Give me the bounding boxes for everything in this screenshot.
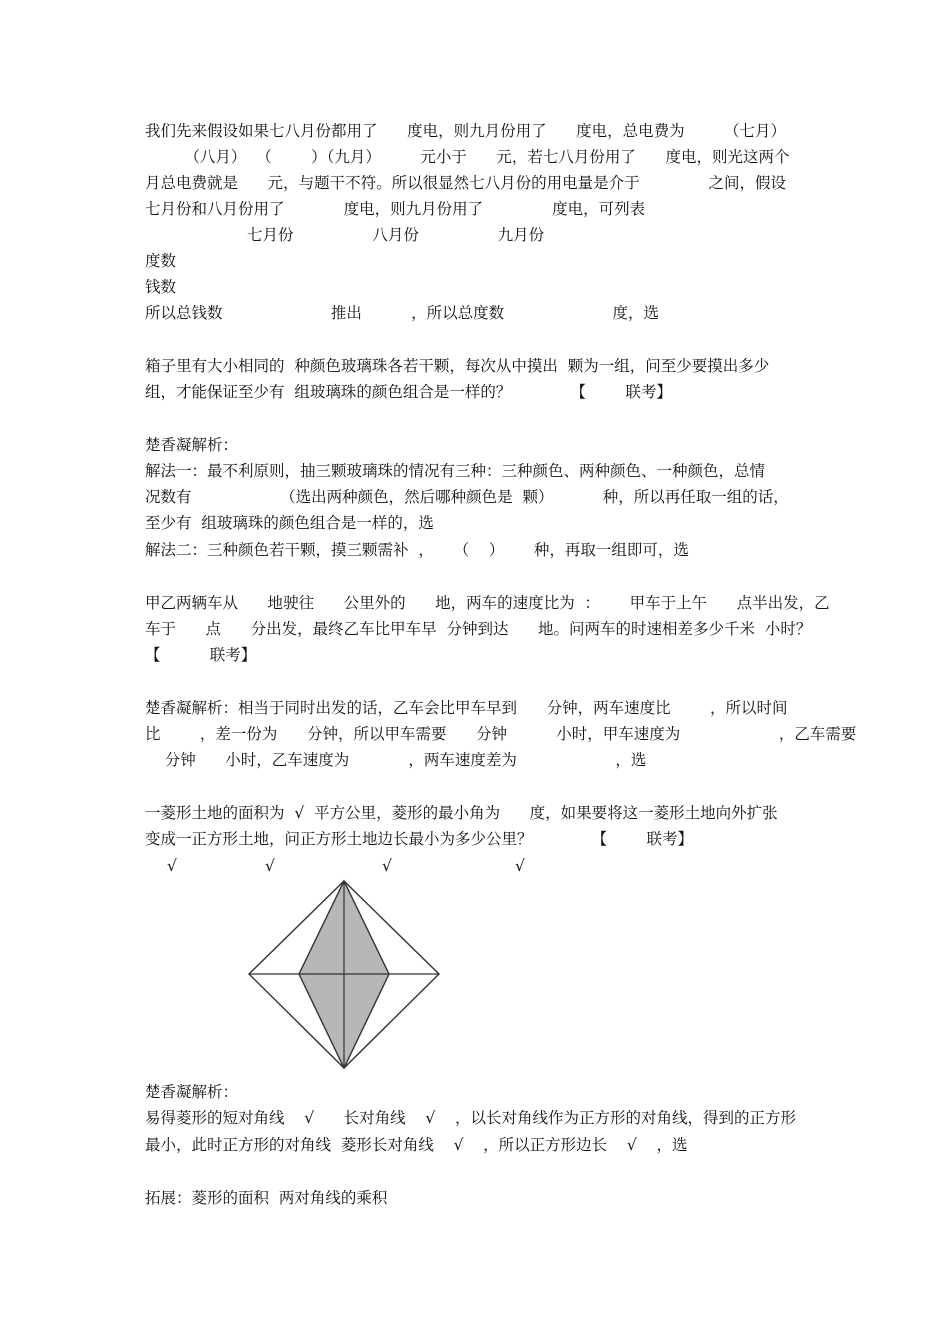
option-mark: √ — [265, 857, 275, 875]
paragraph-line: 至少有 组玻璃珠的颜色组合是一样的，选 — [145, 514, 434, 532]
paragraph-line: 解法二：三种颜色若干颗，摸三颗需补 ， （ ） 种，再取一组即可，选 — [145, 541, 689, 559]
question-line: 【 联考】 — [145, 646, 257, 664]
paragraph-line: 分钟 小时，乙车速度为 ，两车速度差为 ，选 — [145, 751, 647, 769]
paragraph-line: 解法一：最不利原则，抽三颗玻璃珠的情况有三种：三种颜色、两种颜色、一种颜色，总情 — [145, 462, 766, 480]
paragraph-line: 最小，此时正方形的对角线 菱形长对角线 √ ，所以正方形边长 √ ，选 — [145, 1136, 688, 1154]
table-header-row: 七月份 八月份 九月份 — [247, 226, 545, 244]
analysis-title: 楚香凝解析： — [145, 436, 239, 454]
paragraph-line: （八月） （ ）（九月） 元小于 元，若七八月份用了 度电，则光这两个 — [145, 148, 790, 166]
paragraph-line: 易得菱形的短对角线 √ 长对角线 √ ，以长对角线作为正方形的对角线，得到的正方形 — [145, 1109, 796, 1127]
option-mark: √ — [167, 857, 177, 875]
paragraph-line: 我们先来假设如果七八月份都用了 度电，则九月份用了 度电，总电费为 （七月） — [145, 122, 787, 140]
paragraph-line: 楚香凝解析：相当于同时出发的话，乙车会比甲车早到 分钟，两车速度比 ，所以时间 — [145, 699, 788, 717]
question-line: 变成一正方形土地，问正方形土地边长最小为多少公里？ 【 联考】 — [145, 830, 694, 848]
question-line: 一菱形土地的面积为 √ 平方公里，菱形的最小角为 度，如果要将这一菱形土地向外扩张 — [145, 804, 778, 822]
question-line: 箱子里有大小相同的 种颜色玻璃珠各若干颗，每次从中摸出 颗为一组，问至少要摸出多少 — [145, 357, 770, 375]
extension-note: 拓展：菱形的面积 两对角线的乘积 — [145, 1189, 388, 1207]
question-line: 甲乙两辆车从 地驶往 公里外的 地，两车的速度比为 ： 甲车于上午 点半出发，乙 — [145, 594, 830, 612]
paragraph-line: 况数有 （选出两种颜色，然后哪种颜色是 颗） 种，所以再任取一组的话， — [145, 488, 789, 506]
option-mark: √ — [382, 857, 392, 875]
paragraph-line: 所以总钱数 推出 ，所以总度数 度，选 — [145, 304, 660, 322]
question-line: 车于 点 分出发，最终乙车比甲车早 分钟到达 地。问两车的时速相差多少千米 小时？ — [145, 620, 812, 638]
rhombus-square-figure — [246, 878, 446, 1074]
paragraph-line: 月总电费就是 元，与题干不符。所以很显然七八月份的用电量是介于 之间，假设 — [145, 174, 787, 192]
paragraph-line: 比 ，差一份为 分钟，所以甲车需要 分钟 小时，甲车速度为 ，乙车需要 — [145, 725, 857, 743]
option-mark: √ — [515, 857, 525, 875]
table-row-label: 钱数 — [145, 278, 177, 296]
paragraph-line: 七月份和八月份用了 度电，则九月份用了 度电，可列表 — [145, 200, 646, 218]
question-line: 组，才能保证至少有 组玻璃珠的颜色组合是一样的？ 【 联考】 — [145, 383, 672, 401]
analysis-title: 楚香凝解析： — [145, 1083, 239, 1101]
table-row-label: 度数 — [145, 252, 177, 270]
